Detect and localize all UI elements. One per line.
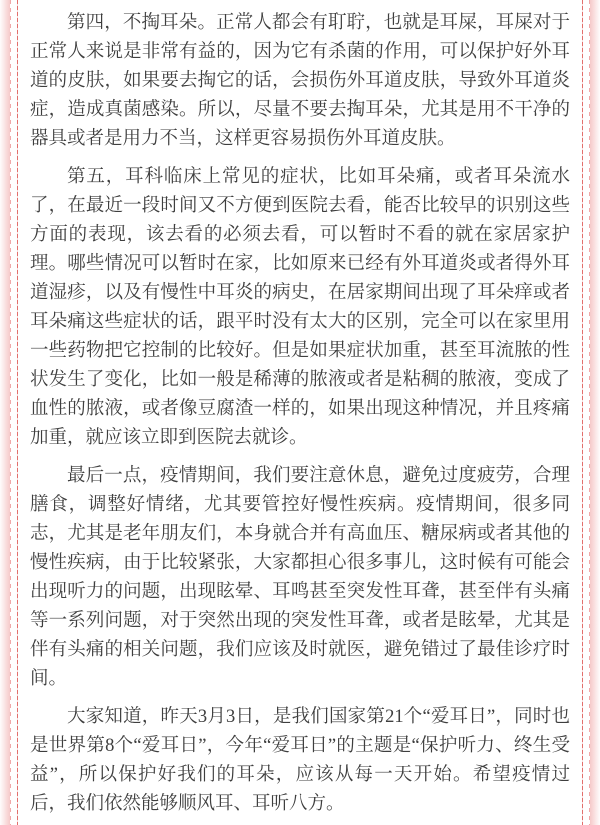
- right-inner-dashed-border: [582, 0, 583, 825]
- left-edge-glow: [0, 0, 10, 825]
- paragraph-symptoms-home-care: 第五，耳科临床上常见的症状，比如耳朵痛，或者耳朵流水了，在最近一段时间又不方便到医院去看，能否比较早的识别这些方面的表现，该去看的必须去看，可以暂时不看的就在家居家护理。哪些情况可以暂时在家，比如原来已经有外耳道炎或者得外耳道湿疹，以及有慢性中耳炎的病史，在居家期间出现了耳朵痒或者耳朵痛这些症状的话，跟平时没有太大的区别，完全可以在家里用一些药物把它控制的比较好。但是如果症状加重，甚至耳流脓的性状发生了变化，比如一般是稀薄的脓液或者是粘稠的脓液，变成了血性的脓液，或者像豆腐渣一样的，如果出现这种情况，并且疼痛加重，就应该立即到医院去就诊。: [30, 167, 570, 448]
- article-content: [30, 9, 570, 825]
- left-inner-dashed-border: [17, 0, 18, 825]
- paragraph-epidemic-rest-advice: 最后一点，疫情期间，我们要注意休息，避免过度疲劳，合理膳食，调整好情绪，尤其要管控好慢性疾病。疫情期间，很多同志，尤其是老年朋友们，本身就合并有高血压、糖尿病或者其他的慢性疾病，由于比较紧张，大家都担心很多事儿，这时候有可能会出现听力的问题，出现眩晕、耳鸣甚至突发性耳聋，甚至伴有头痛等一系列问题，对于突然出现的突发性耳聋，或者是眩晕，尤其是伴有头痛的相关问题，我们应该及时就医，避免错过了最佳诊疗时间。: [30, 466, 570, 689]
- left-outer-dashed-border: [10, 0, 11, 825]
- right-edge-glow: [590, 0, 600, 825]
- paragraph-ear-cleaning: 第四，不掏耳朵。正常人都会有耵聍，也就是耳屎，耳屎对于正常人来说是非常有益的，因为它有杀菌的作用，可以保护好外耳道的皮肤，如果要去掏它的话，会损伤外耳道皮肤，导致外耳道炎症，造成真菌感染。所以，尽量不要去掏耳朵，尤其是用不干净的器具或者是用力不当，这样更容易损伤外耳道皮肤。: [30, 13, 570, 149]
- paragraph-ear-day: 大家知道，昨天3月3日，是我们国家第21个“爱耳日”，同时也是世界第8个“爱耳日”，今年“爱耳日”的主题是“保护听力、终生受益”，所以保护好我们的耳朵，应该从每一天开始。希望疫情过后，我们依然能够顺风耳、耳听八方。: [30, 707, 570, 814]
- right-outer-dashed-border: [589, 0, 590, 825]
